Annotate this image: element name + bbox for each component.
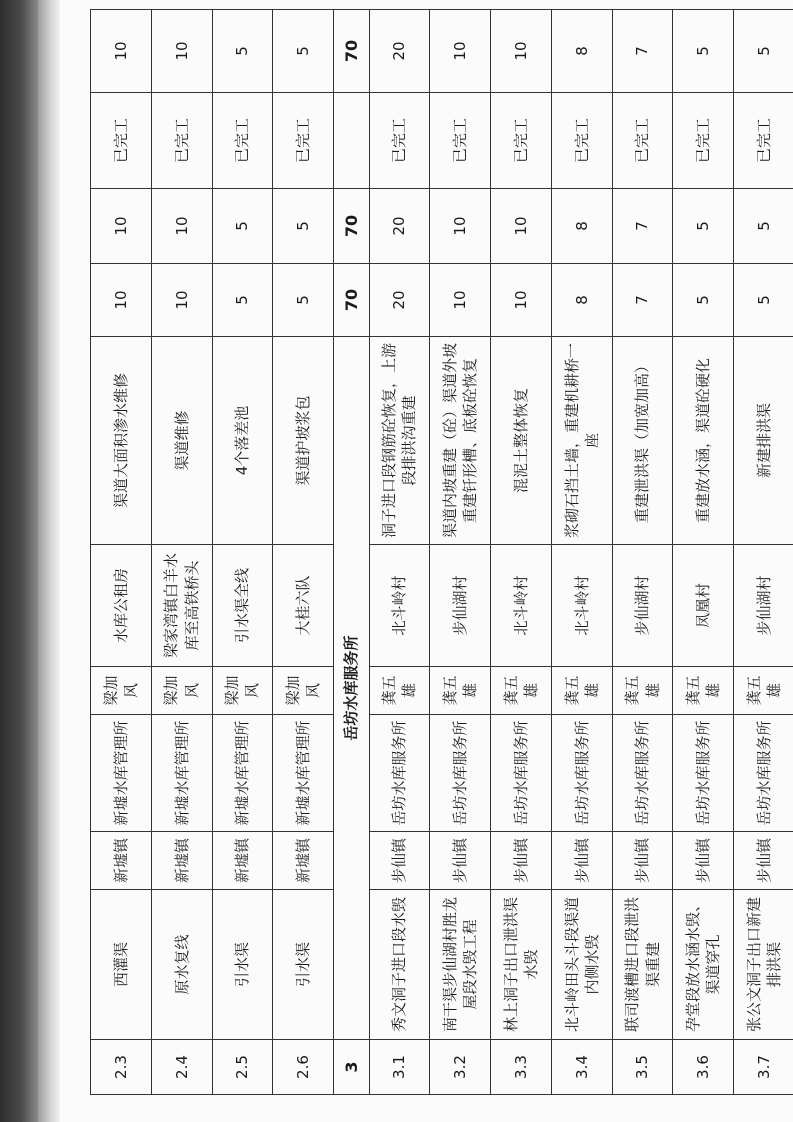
location: 北斗岭村 <box>369 545 430 667</box>
section-funds: 70 <box>334 189 370 264</box>
planned-investment: 10 <box>491 264 552 337</box>
management-unit: 岳坊水库服务所 <box>491 715 552 832</box>
allocated-funds: 5 <box>734 189 793 264</box>
location: 引水渠全线 <box>212 545 273 667</box>
location: 北斗岭村 <box>551 545 612 667</box>
table-row <box>673 10 734 1095</box>
completion-status: 已完工 <box>612 93 673 189</box>
total-amount: 7 <box>612 10 673 93</box>
table-row <box>91 10 152 1095</box>
allocated-funds: 5 <box>273 189 334 264</box>
total-amount: 8 <box>551 10 612 93</box>
row-number: 3.4 <box>551 1040 612 1095</box>
project-name: 引水渠 <box>273 890 334 1040</box>
construction-content: 新建排洪渠 <box>734 337 793 545</box>
rotated-table-wrapper <box>90 10 793 1095</box>
management-unit: 岳坊水库服务所 <box>430 715 491 832</box>
town: 步仙镇 <box>369 832 430 890</box>
management-unit: 新墟水库管理所 <box>273 715 334 832</box>
responsible-person: 龚五雄 <box>369 667 430 715</box>
town: 步仙镇 <box>491 832 552 890</box>
responsible-person: 梁加风 <box>273 667 334 715</box>
table-row <box>273 10 334 1095</box>
total-amount: 10 <box>430 10 491 93</box>
construction-content: 渠道维修 <box>151 337 212 545</box>
project-name: 张公文洞子出口新建排洪渠 <box>734 890 793 1040</box>
responsible-person: 龚五雄 <box>612 667 673 715</box>
planned-investment: 10 <box>430 264 491 337</box>
project-name: 北斗岭田头斗段渠道内侧水毁 <box>551 890 612 1040</box>
completion-status: 已完工 <box>151 93 212 189</box>
planned-investment: 5 <box>734 264 793 337</box>
town: 新墟镇 <box>91 832 152 890</box>
table-row <box>369 10 430 1095</box>
town: 步仙镇 <box>551 832 612 890</box>
project-name: 西灌渠 <box>91 890 152 1040</box>
construction-content: 浆砌石挡土墙，重建机耕桥一座 <box>551 337 612 545</box>
construction-content: 渠道大面积渗水维修 <box>91 337 152 545</box>
planned-investment: 7 <box>612 264 673 337</box>
row-number: 3.1 <box>369 1040 430 1095</box>
row-number: 3.5 <box>612 1040 673 1095</box>
book-spine-edge <box>38 0 60 1122</box>
location: 水库公租房 <box>91 545 152 667</box>
completion-status: 已完工 <box>551 93 612 189</box>
section-total: 70 <box>334 10 370 93</box>
table-row <box>612 10 673 1095</box>
management-unit: 岳坊水库服务所 <box>612 715 673 832</box>
project-name: 秀文洞子进口段水毁 <box>369 890 430 1040</box>
planned-investment: 5 <box>212 264 273 337</box>
completion-status: 已完工 <box>491 93 552 189</box>
allocated-funds: 10 <box>91 189 152 264</box>
location: 大桂六队 <box>273 545 334 667</box>
construction-content: 重建放水涵，渠道砼硬化 <box>673 337 734 545</box>
management-unit: 岳坊水库服务所 <box>551 715 612 832</box>
table-row <box>491 10 552 1095</box>
allocated-funds: 10 <box>151 189 212 264</box>
table-row <box>734 10 793 1095</box>
responsible-person: 梁加风 <box>91 667 152 715</box>
responsible-person: 龚五雄 <box>551 667 612 715</box>
total-amount: 10 <box>491 10 552 93</box>
responsible-person: 龚五雄 <box>491 667 552 715</box>
planned-investment: 5 <box>673 264 734 337</box>
completion-status: 已完工 <box>91 93 152 189</box>
row-number: 2.5 <box>212 1040 273 1095</box>
planned-investment: 10 <box>91 264 152 337</box>
row-number: 3.6 <box>673 1040 734 1095</box>
row-number: 2.3 <box>91 1040 152 1095</box>
management-unit: 新墟水库管理所 <box>212 715 273 832</box>
total-amount: 5 <box>212 10 273 93</box>
table-row <box>212 10 273 1095</box>
row-number: 3.2 <box>430 1040 491 1095</box>
completion-status: 已完工 <box>673 93 734 189</box>
construction-content: 渠道护坡浆包 <box>273 337 334 545</box>
town: 步仙镇 <box>430 832 491 890</box>
location: 凤凰村 <box>673 545 734 667</box>
table-row <box>151 10 212 1095</box>
table-row <box>430 10 491 1095</box>
project-name: 孕堂段放水涵水毁、渠道穿孔 <box>673 890 734 1040</box>
construction-content: 洞子进口段钢筋砼恢复，上游段排洪沟重建 <box>369 337 430 545</box>
construction-content: 4个落差池 <box>212 337 273 545</box>
town: 步仙镇 <box>612 832 673 890</box>
allocated-funds: 20 <box>369 189 430 264</box>
location: 梁家湾镇白羊水库至高铁桥头 <box>151 545 212 667</box>
section-title: 岳坊水库服务所 <box>334 337 370 1040</box>
allocated-funds: 5 <box>212 189 273 264</box>
section-row <box>334 10 370 1095</box>
management-unit: 岳坊水库服务所 <box>673 715 734 832</box>
row-number: 3.3 <box>491 1040 552 1095</box>
town: 新墟镇 <box>212 832 273 890</box>
town: 新墟镇 <box>151 832 212 890</box>
completion-status: 已完工 <box>430 93 491 189</box>
total-amount: 5 <box>673 10 734 93</box>
responsible-person: 龚五雄 <box>734 667 793 715</box>
construction-content: 渠道内坡重建（砼）渠道外坡重建钎形槽、底板砼恢复 <box>430 337 491 545</box>
completion-status: 已完工 <box>369 93 430 189</box>
location: 步仙湖村 <box>734 545 793 667</box>
total-amount: 5 <box>273 10 334 93</box>
planned-investment: 10 <box>151 264 212 337</box>
planned-investment: 20 <box>369 264 430 337</box>
project-name: 引水渠 <box>212 890 273 1040</box>
section-planned: 70 <box>334 264 370 337</box>
responsible-person: 梁加风 <box>151 667 212 715</box>
location: 步仙湖村 <box>430 545 491 667</box>
section-status-empty <box>334 93 370 189</box>
planned-investment: 8 <box>551 264 612 337</box>
row-number: 2.4 <box>151 1040 212 1095</box>
management-unit: 岳坊水库服务所 <box>369 715 430 832</box>
allocated-funds: 5 <box>673 189 734 264</box>
book-spine-shadow <box>0 0 38 1122</box>
project-name: 原水复线 <box>151 890 212 1040</box>
completion-status: 已完工 <box>212 93 273 189</box>
management-unit: 新墟水库管理所 <box>91 715 152 832</box>
responsible-person: 梁加风 <box>212 667 273 715</box>
allocated-funds: 10 <box>491 189 552 264</box>
section-number: 3 <box>334 1040 370 1095</box>
responsible-person: 龚五雄 <box>673 667 734 715</box>
total-amount: 5 <box>734 10 793 93</box>
project-name: 林上洞子出口泄洪渠水毁 <box>491 890 552 1040</box>
repair-project-table <box>90 9 793 1095</box>
row-number: 3.7 <box>734 1040 793 1095</box>
construction-content: 重建泄洪渠（加宽加高） <box>612 337 673 545</box>
project-name: 联司渡槽进口段泄洪渠重建 <box>612 890 673 1040</box>
management-unit: 新墟水库管理所 <box>151 715 212 832</box>
completion-status: 已完工 <box>734 93 793 189</box>
allocated-funds: 8 <box>551 189 612 264</box>
town: 步仙镇 <box>673 832 734 890</box>
management-unit: 岳坊水库服务所 <box>734 715 793 832</box>
town: 步仙镇 <box>734 832 793 890</box>
planned-investment: 5 <box>273 264 334 337</box>
total-amount: 20 <box>369 10 430 93</box>
table-row <box>551 10 612 1095</box>
total-amount: 10 <box>151 10 212 93</box>
construction-content: 混泥土整体恢复 <box>491 337 552 545</box>
total-amount: 10 <box>91 10 152 93</box>
allocated-funds: 10 <box>430 189 491 264</box>
location: 北斗岭村 <box>491 545 552 667</box>
allocated-funds: 7 <box>612 189 673 264</box>
town: 新墟镇 <box>273 832 334 890</box>
row-number: 2.6 <box>273 1040 334 1095</box>
project-name: 南干渠步仙湖村胜龙屋段水毁工程 <box>430 890 491 1040</box>
location: 步仙湖村 <box>612 545 673 667</box>
completion-status: 已完工 <box>273 93 334 189</box>
responsible-person: 龚五雄 <box>430 667 491 715</box>
